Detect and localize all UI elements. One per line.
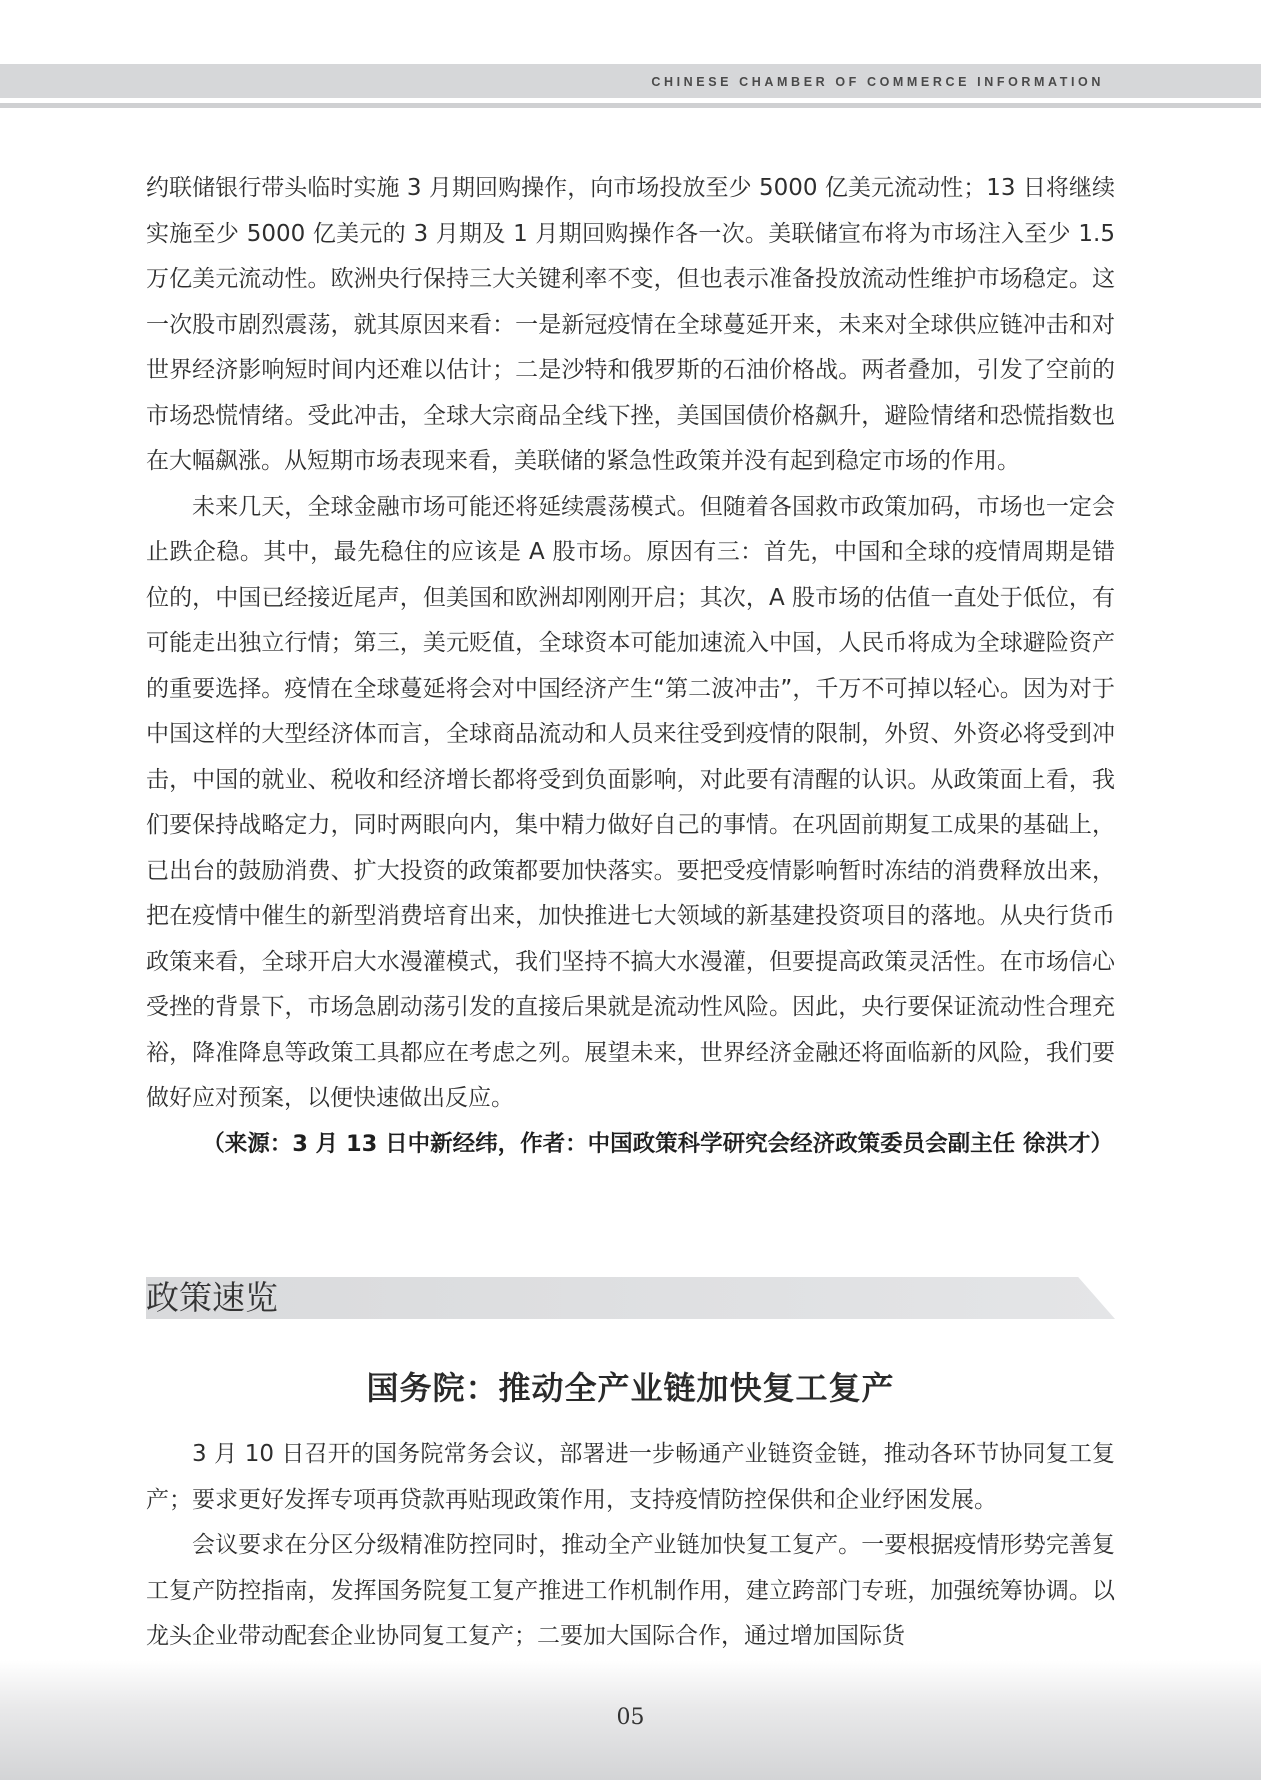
article-title: 国务院：推动全产业链加快复工复产 xyxy=(366,1369,895,1407)
page-number: 05 xyxy=(616,1705,645,1730)
body-paragraph: 约联储银行带头临时实施 3 月期回购操作，向市场投放至少 5000 亿美元流动性；13 日将继续实施至少 5000 亿美元的 3 月期及 1 月期回购操作各一次。美联储宣布将为市场注入至少 1.5 万亿美元流动性。欧洲央行保持三大关键利率不变，但也表示准备投放流动性维护市场稳定。这一次股市剧烈震荡，就其原因来看：一是新冠疫情在全球蔓延开来，未来对全球供应链冲击和对世界经济影响短时间内还难以估计；二是沙特和俄罗斯的石油价格战。两者叠加，引发了空前的市场恐慌情绪。受此冲击，全球大宗商品全线下挫，美国国债价格飙升，避险情绪和恐慌指数也在大幅飙涨。从短期市场表现来看，美联储的紧急性政策并没有起到稳定市场的作用。 xyxy=(146,175,1115,474)
article-continuation xyxy=(146,166,1115,1164)
body-paragraph: 3 月 10 日召开的国务院常务会议，部署进一步畅通产业链资金链，推动各环节协同复工复产；要求更好发挥专项再贷款再贴现政策作用，支持疫情防控保供和企业纾困发展。 xyxy=(146,1441,1115,1513)
body-paragraph: 会议要求在分区分级精准防控同时，推动全产业链加快复工复产。一要根据疫情形势完善复工复产防控指南，发挥国务院复工复产推进工作机制作用，建立跨部门专班，加强统筹协调。以龙头企业带动配套企业协同复工复产；二要加大国际合作，通过增加国际货 xyxy=(146,1532,1115,1649)
publication-name: CHINESE CHAMBER OF COMMERCE INFORMATION xyxy=(651,75,1104,89)
section-header-bar xyxy=(146,1277,1115,1319)
body-paragraph: 未来几天，全球金融市场可能还将延续震荡模式。但随着各国救市政策加码，市场也一定会止跌企稳。其中，最先稳住的应该是 A 股市场。原因有三：首先，中国和全球的疫情周期是错位的，中国已经接近尾声，但美国和欧洲却刚刚开启；其次，A 股市场的估值一直处于低位，有可能走出独立行情；第三，美元贬值，全球资本可能加速流入中国，人民币将成为全球避险资产的重要选择。疫情在全球蔓延将会对中国经济产生“第二波冲击”，千万不可掉以轻心。因为对于中国这样的大型经济体而言，全球商品流动和人员来往受到疫情的限制，外贸、外资必将受到冲击，中国的就业、税收和经济增长都将受到负面影响，对此要有清醒的认识。从政策面上看，我们要保持战略定力，同时两眼向内，集中精力做好自己的事情。在巩固前期复工成果的基础上，已出台的鼓励消费、扩大投资的政策都要加快落实。要把受疫情影响暂时冻结的消费释放出来，把在疫情中催生的新型消费培育出来，加快推进七大领域的新基建投资项目的落地。从央行货币政策来看，全球开启大水漫灌模式，我们坚持不搞大水漫灌，但要提高政策灵活性。在市场信心受挫的背景下，市场急剧动荡引发的直接后果就是流动性风险。因此，央行要保证流动性合理充裕，降准降息等政策工具都应在考虑之列。展望未来，世界经济金融还将面临新的风险，我们要做好应对预案，以便快速做出反应。 xyxy=(146,493,1115,1111)
section-title: 政策速览 xyxy=(146,1278,278,1317)
article-body xyxy=(146,1432,1115,1660)
article-source: （来源：3 月 13 日中新经纬，作者：中国政策科学研究会经济政策委员会副主任 徐洪才） xyxy=(202,1130,1113,1157)
header-divider xyxy=(0,103,1261,108)
